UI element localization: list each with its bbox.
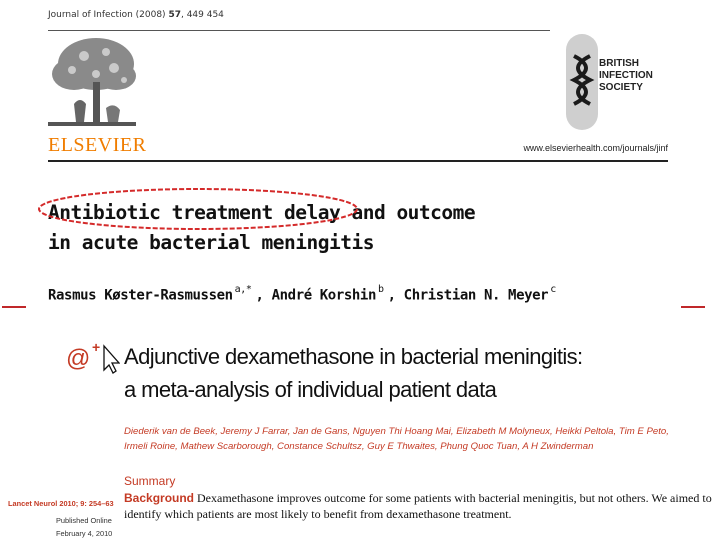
elsevier-tree-logo-icon [44,34,140,134]
header-rule [48,30,550,31]
journal-ref-prefix: Journal of Infection (2008) [48,10,169,20]
article-2-title-line-1: Adjunctive dexamethasone in bacterial meningitis: [124,344,583,369]
header-bottom-rule [48,160,668,162]
author-1-name: Rasmus Køster-Rasmussen [48,287,233,304]
society-line-1: BRITISH [599,58,639,69]
article-1-title-line-2: in acute bacterial meningitis [48,231,374,254]
background-text: Dexamethasone improves outcome for some patients with bacterial meningitis, but not others. We aimed to identify which patients are most likely to benefit from dexamethasone treatment. [124,491,712,521]
background-paragraph [124,490,714,522]
article-2-title-line-2: a meta-analysis of individual patient data [124,377,497,402]
society-line-2: INFECTION [599,70,653,81]
publisher-wordmark: ELSEVIER [48,134,147,156]
citation: Lancet Neurol 2010; 9: 254–63 [8,499,114,508]
left-slide-marker [2,306,26,308]
highlight-ellipse-annotation [36,186,360,232]
article-1-authors [48,286,560,304]
society-line-3: SOCIETY [599,82,643,93]
right-slide-marker [681,306,705,308]
summary-heading: Summary [124,474,176,488]
lancet-online-first-icon [66,338,120,374]
journal-url[interactable]: www.elsevierhealth.com/journals/jinf [523,143,668,153]
svg-text:+: + [92,339,101,355]
svg-text:@: @ [66,345,91,372]
author-3-affiliation: c [550,284,556,295]
author-1-affiliation: a,* [234,284,252,295]
background-label: Background [124,491,195,505]
author-3-name: , Christian N. Meyer [387,287,549,304]
journal-pages: , 449 454 [180,10,224,20]
author-2-affiliation: b [377,284,384,295]
journal-volume: 57 [168,10,181,20]
society-name [599,58,653,94]
author-2-name: , André Korshin [255,287,376,304]
article-1-title-line-1: Antibiotic treatment delay and outcome [48,201,476,224]
journal-reference [48,10,224,20]
article-2-title [124,340,583,406]
published-online-label: Published Online [56,516,112,525]
article-2-authors: Diederik van de Beek, Jeremy J Farrar, Jan de Gans, Nguyen Thi Hoang Mai, Elizabeth M Molyneux, Heikki Peltola, Tim E Peto, Irmeli Roine, Mathew Scarborough, Constance Schultsz, Guy E Thwaites, Phung Quoc Tuan, A H Zwinderman [124,426,669,452]
published-date: February 4, 2010 [56,529,113,538]
british-infection-society-logo-icon [566,34,598,130]
